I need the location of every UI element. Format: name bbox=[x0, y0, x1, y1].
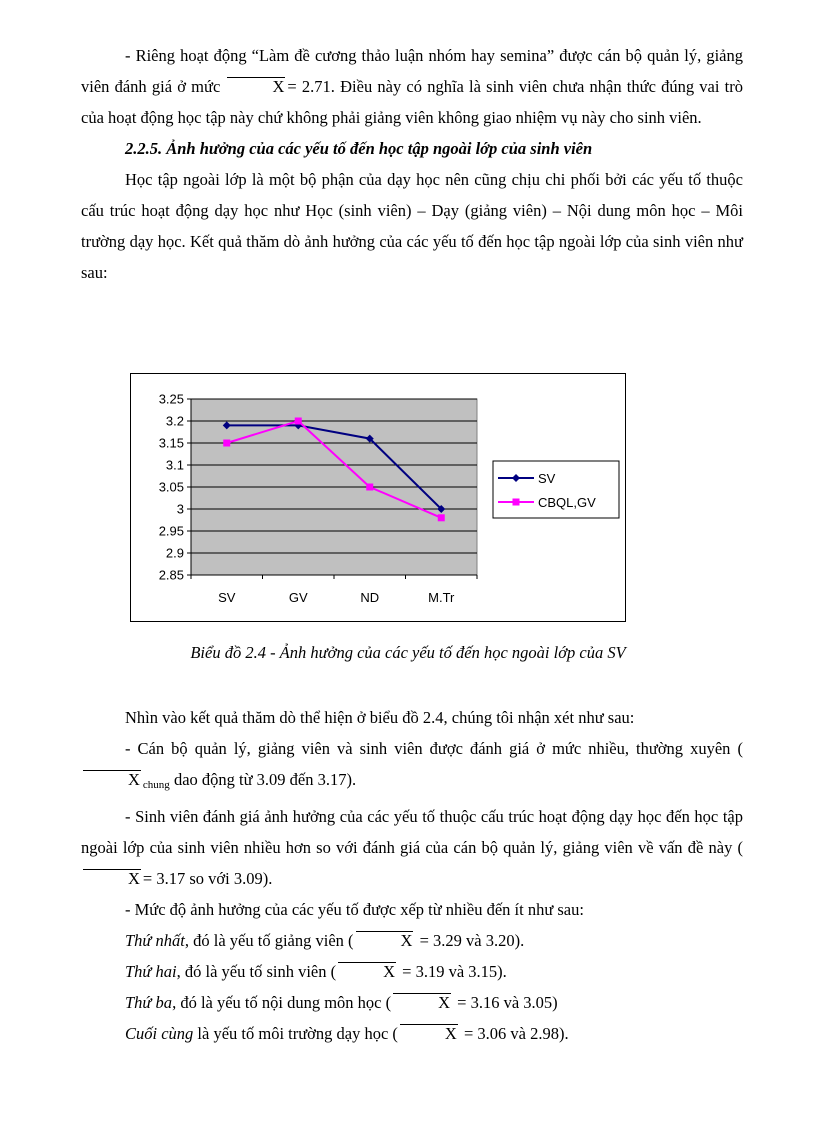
paragraph-semina bbox=[81, 40, 743, 133]
y-tick-label: 2.9 bbox=[165, 545, 184, 561]
y-tick-label: 3.15 bbox=[158, 435, 184, 451]
x-bar-subscript: chung bbox=[142, 779, 170, 791]
y-tick-label: 2.95 bbox=[158, 523, 184, 539]
paragraph-student-vs-staff bbox=[81, 801, 743, 894]
ranking-values: = 3.06 và 2.98). bbox=[459, 1024, 569, 1043]
ranking-text: là yếu tố môi trường dạy học ( bbox=[193, 1024, 398, 1043]
section-heading: 2.2.5. Ảnh hưởng của các yếu tố đến học tập ngoài lớp của sinh viên bbox=[125, 139, 593, 158]
y-tick-label: 3.05 bbox=[158, 479, 184, 495]
x-tick-label: SV bbox=[218, 590, 236, 605]
ranking-values: = 3.16 và 3.05) bbox=[453, 993, 558, 1012]
ranking-label: Thứ nhất bbox=[125, 931, 185, 950]
paragraph-general-rating bbox=[81, 733, 743, 801]
ranking-label: Thứ hai bbox=[125, 962, 177, 981]
paragraph-ranking-intro: - Mức độ ảnh hưởng của các yếu tố được xếp từ nhiều đến ít như sau: bbox=[125, 900, 584, 919]
data-point bbox=[295, 418, 302, 425]
x-bar-symbol: X bbox=[227, 77, 285, 96]
x-bar-symbol: X bbox=[356, 931, 414, 950]
ranking-text: , đó là yếu tố sinh viên ( bbox=[176, 962, 337, 981]
ranking-values: = 3.19 và 3.15). bbox=[398, 962, 507, 981]
ranking-text: , đó là yếu tố giảng viên ( bbox=[184, 931, 354, 950]
ranking-item bbox=[81, 1018, 743, 1049]
legend-marker bbox=[513, 499, 520, 506]
general-rating-text: - Cán bộ quản lý, giảng viên và sinh viên được đánh giá ở mức nhiều, thường xuyên bbox=[125, 739, 731, 758]
y-tick-label: 3.1 bbox=[165, 457, 184, 473]
ranking-label: Cuối cùng bbox=[125, 1024, 194, 1043]
paragraph-intro: Học tập ngoài lớp là một bộ phận của dạy học nên cũng chịu chi phối bởi các yếu tố thuộc cấu trúc hoạt động dạy học như Học (sinh viên) – Dạy (giảng viên) – Nội dung môn học – Môi trường dạy học. Kết quả thăm dò ảnh hưởng của các yếu tố đến học tập ngoài lớp của sinh viên như sau: bbox=[81, 170, 743, 282]
page-body-bottom bbox=[81, 702, 743, 1049]
ranking-item bbox=[81, 987, 743, 1018]
x-bar-symbol: X bbox=[83, 869, 141, 888]
legend bbox=[493, 461, 619, 518]
line-chart bbox=[130, 373, 626, 622]
x-bar-symbol: X bbox=[400, 1024, 458, 1043]
y-tick-label: 2.85 bbox=[158, 567, 184, 583]
y-tick-label: 3.25 bbox=[158, 391, 184, 407]
student-vs-staff-text: - Sinh viên đánh giá ảnh hưởng của các yếu tố thuộc cấu trúc hoạt động dạy học đến học tập ngoài lớp của sinh viên nhiều hơn so với đánh giá của cán bộ quản lý, giảng viên về vấn đề này ( bbox=[81, 807, 743, 857]
chart-svg bbox=[130, 373, 626, 622]
chart-caption: Biểu đồ 2.4 - Ảnh hưởng của các yếu tố đến học ngoài lớp của SV bbox=[190, 643, 626, 662]
x-tick-label: M.Tr bbox=[428, 590, 455, 605]
paragraph-observation: Nhìn vào kết quả thăm dò thể hiện ở biểu đồ 2.4, chúng tôi nhận xét như sau: bbox=[125, 708, 635, 727]
x-bar-symbol: X bbox=[83, 770, 141, 789]
ranking-item bbox=[81, 925, 743, 956]
open-paren: ( bbox=[737, 739, 743, 758]
ranking-values: = 3.29 và 3.20). bbox=[415, 931, 525, 950]
data-point bbox=[366, 484, 373, 491]
x-bar-symbol: X bbox=[338, 962, 396, 981]
x-bar-symbol: X bbox=[393, 993, 451, 1012]
student-vs-staff-values: = 3.17 so với 3.09). bbox=[142, 869, 273, 888]
general-rating-range: dao động từ 3.09 đến 3.17). bbox=[169, 770, 357, 789]
y-tick-label: 3 bbox=[176, 501, 184, 517]
data-point bbox=[438, 514, 445, 521]
page-body-top bbox=[81, 40, 743, 288]
y-tick-label: 3.2 bbox=[165, 413, 184, 429]
data-point bbox=[223, 440, 230, 447]
legend-label: SV bbox=[538, 471, 556, 486]
ranking-item bbox=[81, 956, 743, 987]
ranking-label: Thứ ba bbox=[125, 993, 173, 1012]
x-tick-label: GV bbox=[288, 590, 308, 605]
ranking-text: , đó là yếu tố nội dung môn học ( bbox=[172, 993, 392, 1012]
paragraph-semina-text-1: - Riêng hoạt động “Làm đề cương thảo luận nhóm hay semina” được cán bộ quản lý, giảng viên đánh giá ở mức bbox=[81, 46, 743, 96]
legend-label: CBQL,GV bbox=[538, 495, 596, 510]
x-tick-label: ND bbox=[360, 590, 380, 605]
paragraph-semina-text-2: = 2.71. Điều này có nghĩa là sinh viên chưa nhận thức đúng vai trò của hoạt động học tập này chứ không phải giảng viên không giao nhiệm vụ này cho sinh viên. bbox=[81, 77, 743, 127]
